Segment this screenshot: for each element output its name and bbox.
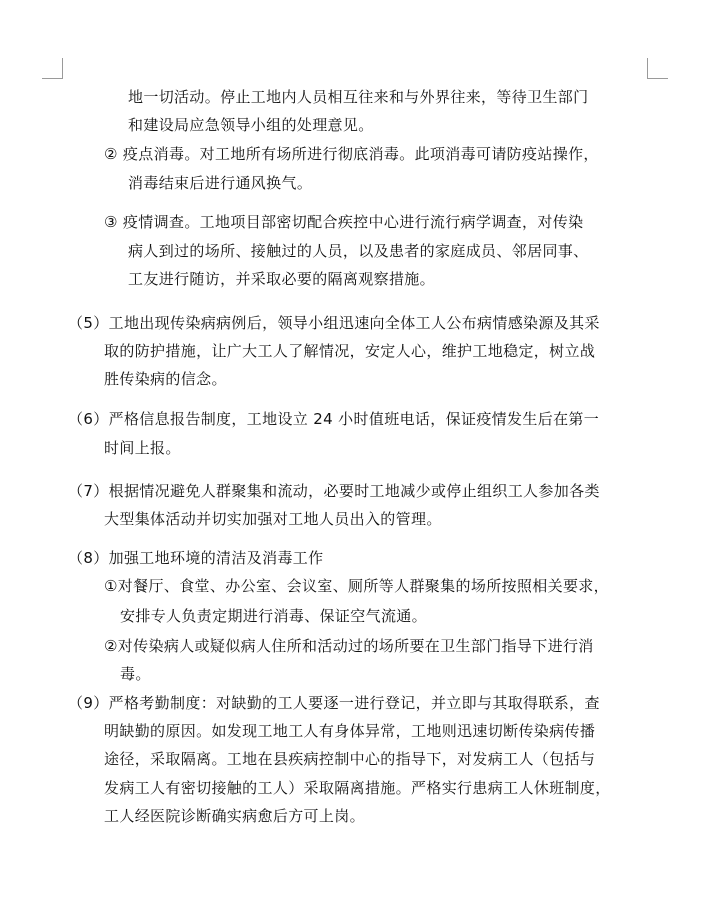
crop-mark-top-left [42,58,63,79]
text-line: 工人经医院诊断确实病愈后方可上岗。 [104,807,365,825]
text-line: ② 疫点消毒。对工地所有场所进行彻底消毒。此项消毒可请防疫站操作， [104,145,599,163]
text-line: 胜传染病的信念。 [104,370,227,388]
text-line: 时间上报。 [104,439,181,457]
text-line: 病人到过的场所、接触过的人员，以及患者的家庭成员、邻居同事、 [128,242,589,260]
text-line: 安排专人负责定期进行消毒、保证空气流通。 [120,607,428,625]
text-line: （8）加强工地环境的清洁及消毒工作 [68,549,324,567]
text-line: 明缺勤的原因。如发现工地工人有身体异常，工地则迅速切断传染病传播 [104,722,596,740]
text-line: （7）根据情况避免人群聚集和流动，必要时工地减少或停止组织工人参加各类 [68,482,600,500]
text-line: （6）严格信息报告制度，工地设立 24 小时值班电话，保证疫情发生后在第一 [68,410,600,428]
text-line: （5）工地出现传染病病例后，领导小组迅速向全体工人公布病情感染源及其采 [68,314,600,332]
text-line: 毒。 [120,665,151,683]
crop-mark-top-right [647,58,668,79]
text-line: 地一切活动。停止工地内人员相互往来和与外界往来，等待卫生部门 [128,88,589,106]
text-line: ①对餐厅、食堂、办公室、会议室、厕所等人群聚集的场所按照相关要求， [104,577,610,595]
text-line: ③ 疫情调查。工地项目部密切配合疾控中心进行流行病学调查，对传染 [104,213,584,231]
text-line: ②对传染病人或疑似病人住所和活动过的场所要在卫生部门指导下进行消 [104,637,594,655]
text-line: 途径，采取隔离。工地在县疾病控制中心的指导下，对发病工人（包括与 [104,750,596,768]
text-line: 工友进行随访，并采取必要的隔离观察措施。 [128,270,436,288]
text-line: 消毒结束后进行通风换气。 [128,174,313,192]
text-line: 和建设局应急领导小组的处理意见。 [128,116,374,134]
text-line: 取的防护措施，让广大工人了解情况，安定人心，维护工地稳定，树立战 [104,342,596,360]
text-line: （9）严格考勤制度：对缺勤的工人要逐一进行登记，并立即与其取得联系，查 [68,694,600,712]
text-line: 大型集体活动并切实加强对工地人员出入的管理。 [104,510,442,528]
text-line: 发病工人有密切接触的工人）采取隔离措施。严格实行患病工人休班制度， [104,779,611,797]
